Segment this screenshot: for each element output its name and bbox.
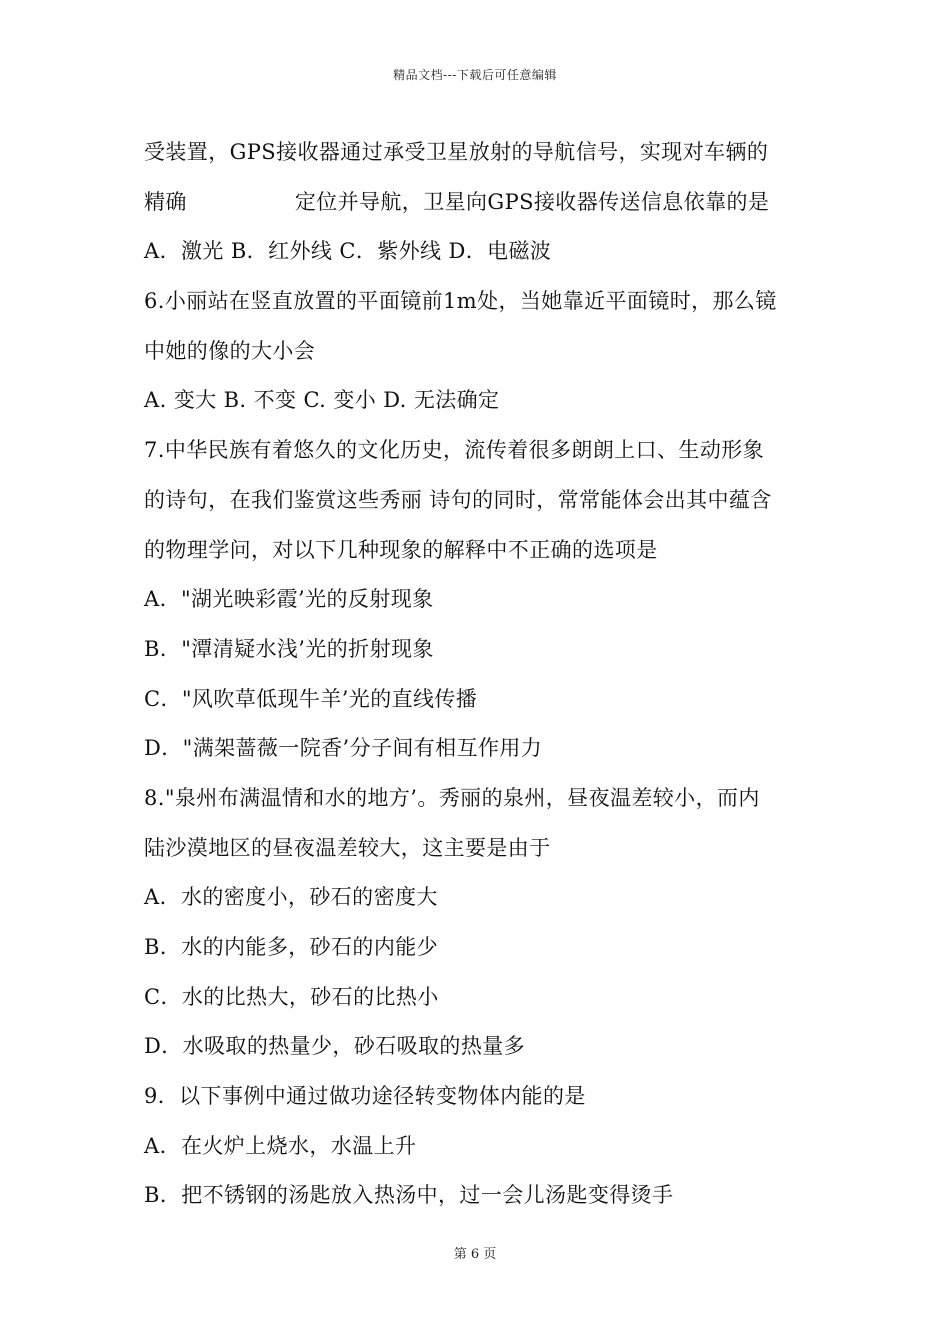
q5-continuation-line-2 bbox=[144, 178, 816, 228]
q9-option-b: B．把不锈钢的汤匙放入热汤中，过一会儿汤匙变得烫手 bbox=[144, 1183, 674, 1208]
q5-continuation-line-1: 受装置，GPS接收器通过承受卫星放射的导航信号，实现对车辆的 bbox=[144, 140, 769, 164]
q7-line-1: 7.中华民族有着悠久的文化历史，流传着很多朗朗上口、生动形象 bbox=[144, 438, 765, 463]
q8-option-b: B．水的内能多，砂石的内能少 bbox=[144, 935, 439, 959]
q5-line2-part-b: 定位并导航，卫星向GPS接收器传送信息依靠的是 bbox=[294, 189, 770, 214]
q7-option-b: B．"潭清疑水浅’光的折射现象 bbox=[144, 636, 434, 661]
q9-option-a: A．在火炉上烧水，水温上升 bbox=[144, 1133, 417, 1158]
q8-option-a: A．水的密度小，砂石的密度大 bbox=[144, 885, 438, 910]
q6-line-1: 6.小丽站在竖直放置的平面镜前1m处，当她靠近平面镜时，那么镜 bbox=[144, 289, 777, 314]
q7-line-2: 的诗句，在我们鉴赏这些秀丽 诗句的同时，常常能体会出其中蕴含 bbox=[144, 487, 772, 512]
q8-line-2: 陆沙漠地区的昼夜温差较大，这主要是由于 bbox=[144, 835, 551, 860]
q7-option-d: D．"满架蔷薇一院香’分子间有相互作用力 bbox=[144, 736, 543, 761]
page-header: 精品文档---下载后可任意编辑 bbox=[393, 68, 557, 82]
q5-options: A．激光 B．红外线 C．紫外线 D．电磁波 bbox=[144, 239, 552, 264]
q7-line-3: 的物理学问，对以下几种现象的解释中不正确的选项是 bbox=[144, 537, 658, 562]
page-number: 第 6 页 bbox=[453, 1247, 497, 1262]
document-body bbox=[144, 128, 816, 1221]
q6-options: A. 变大 B. 不变 C. 变小 D. 无法确定 bbox=[144, 388, 500, 413]
q7-option-c: C．"风吹草低现牛羊’光的直线传播 bbox=[144, 686, 478, 711]
q7-option-a: A．"湖光映彩霞’光的反射现象 bbox=[144, 587, 434, 612]
q8-line-1: 8."泉州布满温情和水的地方’。秀丽的泉州，昼夜温差较小，而内 bbox=[144, 785, 760, 810]
q6-line-2: 中她的像的大小会 bbox=[144, 338, 316, 363]
q9-line-1: 9．以下事例中通过做功途径转变物体内能的是 bbox=[144, 1084, 586, 1109]
q5-line2-part-a: 精确 bbox=[144, 189, 187, 214]
q8-option-c: C．水的比热大，砂石的比热小 bbox=[144, 984, 439, 1009]
q8-option-d: D．水吸取的热量少，砂石吸取的热量多 bbox=[144, 1034, 526, 1059]
